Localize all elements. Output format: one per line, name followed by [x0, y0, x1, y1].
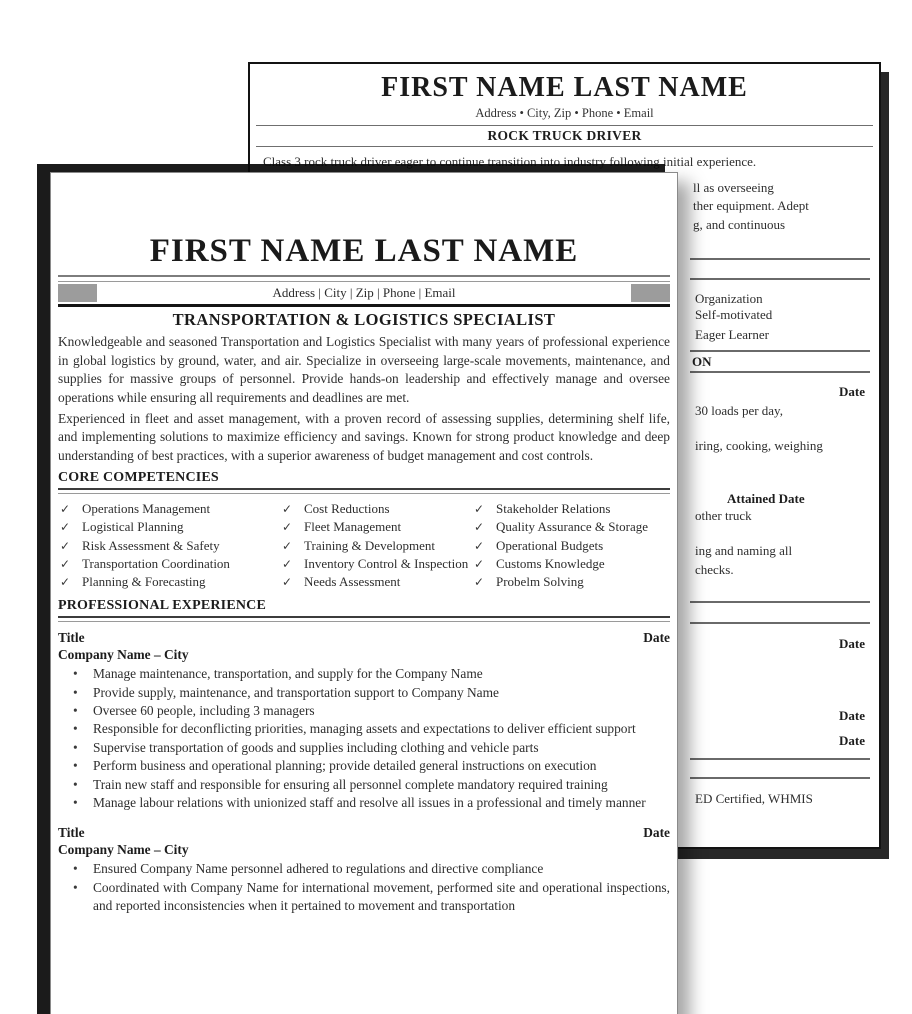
job-bullet: • Perform business and operational planning; provide detailed general instructions on execution [93, 757, 670, 775]
header-bottom-rule [58, 304, 670, 307]
back-cert-fragment: ED Certified, WHMIS [695, 791, 813, 806]
competency-label: Operational Budgets [496, 537, 604, 553]
check-icon: ✓ [60, 502, 71, 517]
check-icon: ✓ [474, 538, 485, 553]
competencies-column [58, 500, 280, 591]
check-icon: ✓ [282, 502, 293, 517]
competency-item [280, 518, 472, 536]
section-rule [58, 488, 670, 494]
back-skill-item: Self-motivated [695, 307, 773, 322]
check-icon: ✓ [60, 556, 71, 571]
section-rule [58, 616, 670, 622]
back-section-divider [690, 777, 870, 779]
competency-item [280, 537, 472, 555]
back-date-label: Date [839, 708, 865, 723]
job-bullet: • Provide supply, maintenance, and transportation support to Company Name [93, 684, 670, 702]
summary-paragraph: Knowledgeable and seasoned Transportation and Logistics Specialist with many years of professional experience in global logistics by ground, water, and air. Specialize in overseeing large-scale movements, maintenance, and supplies for massive groups of personnel. Provide hands-on leadership and effectively manage and oversee operations while ensuring all requirements and deadlines are met. [58, 334, 670, 405]
front-resume-name: FIRST NAME LAST NAME [149, 233, 579, 269]
competency-label: Probelm Solving [496, 573, 584, 589]
competency-label: Operations Management [82, 501, 211, 517]
job-header-row [58, 629, 670, 646]
competencies-column [472, 500, 670, 591]
job-bullet: • Manage maintenance, transportation, and supply for the Company Name [93, 665, 670, 683]
summary-paragraph: Experienced in fleet and asset management, with a proven record of assessing supplies, determining shelf life, and implementing solutions to maximize efficiency and savings. Known for strong product knowledge and deep understanding of best practices, with a superior awareness of budget management and cost controls. [58, 410, 670, 463]
back-section-heading-cut: ON [692, 354, 712, 369]
job-bullet: • Supervise transportation of goods and supplies including clothing and vehicle parts [93, 739, 670, 757]
check-icon: ✓ [282, 538, 293, 553]
check-icon: ✓ [60, 538, 71, 553]
back-section-divider [690, 601, 870, 603]
check-icon: ✓ [60, 520, 71, 535]
back-summary-fragment: ll as overseeing [693, 180, 774, 195]
header-accent-bar-left [58, 284, 97, 302]
competency-label: Training & Development [304, 537, 435, 553]
back-experience-fragment: iring, cooking, weighing [695, 438, 823, 453]
job-bullet: • Manage labour relations with unionized staff and resolve all issues in a professional and timely manner [93, 794, 670, 812]
back-summary-fragment: g, and continuous [693, 217, 786, 232]
competency-label: Fleet Management [304, 519, 402, 535]
check-icon: ✓ [474, 556, 485, 571]
back-cert-fragment: checks. [695, 562, 734, 577]
check-icon: ✓ [474, 520, 485, 535]
section-heading-professional-experience: PROFESSIONAL EXPERIENCE [58, 598, 267, 614]
job-bullet-list [58, 665, 670, 812]
competency-item [472, 555, 670, 573]
check-icon: ✓ [60, 574, 71, 589]
competency-item [58, 537, 280, 555]
competency-item [58, 518, 280, 536]
competency-item [472, 573, 670, 591]
back-experience-fragment: 30 loads per day, [695, 403, 783, 418]
back-date-label: Date [839, 636, 865, 651]
competencies-column [280, 500, 472, 591]
job-date: Date [643, 630, 670, 646]
back-section-divider [690, 622, 870, 624]
back-cert-fragment: other truck [695, 508, 752, 523]
check-icon: ✓ [282, 520, 293, 535]
competency-item [472, 518, 670, 536]
front-resume-contact: Address | City | Zip | Phone | Email [272, 285, 456, 301]
job-bullet: • Ensured Company Name personnel adhered to regulations and directive compliance [93, 860, 670, 878]
competency-item [58, 573, 280, 591]
job-bullet: • Train new staff and responsible for ensuring all personnel complete mandatory required training [93, 776, 670, 794]
header-top-rule [58, 275, 670, 282]
section-heading-core-competencies: CORE COMPETENCIES [58, 470, 219, 486]
header-accent-bar-right [631, 284, 670, 302]
job-bullet: • Oversee 60 people, including 3 managers [93, 702, 670, 720]
competency-item [472, 537, 670, 555]
competencies-grid [58, 500, 670, 591]
back-attained-date-label: Attained Date [727, 491, 805, 506]
competency-label: Transportation Coordination [82, 555, 230, 571]
job-company: Company Name – City [58, 842, 189, 858]
back-resume-role-heading: ROCK TRUCK DRIVER [487, 128, 642, 143]
back-section-divider [690, 758, 870, 760]
competency-label: Needs Assessment [304, 573, 401, 589]
competency-item [58, 555, 280, 573]
back-date-label: Date [839, 384, 865, 399]
back-section-divider [690, 371, 870, 373]
back-skill-item: Organization [695, 291, 763, 306]
competency-item [472, 500, 670, 518]
divider [256, 146, 873, 147]
back-section-divider [690, 350, 870, 352]
competency-label: Customs Knowledge [496, 555, 605, 571]
back-skill-item: Eager Learner [695, 327, 769, 342]
job-title: Title [58, 825, 85, 841]
back-resume-contact: Address • City, Zip • Phone • Email [475, 106, 654, 120]
check-icon: ✓ [282, 574, 293, 589]
contact-bar [58, 282, 670, 304]
back-summary-fragment: ther equipment. Adept [693, 198, 809, 213]
competency-label: Quality Assurance & Storage [496, 519, 648, 535]
back-date-label: Date [839, 733, 865, 748]
job-bullet-list [58, 860, 670, 915]
competency-item [280, 573, 472, 591]
job-date: Date [643, 825, 670, 841]
check-icon: ✓ [474, 502, 485, 517]
competency-label: Stakeholder Relations [496, 501, 611, 517]
job-title: Title [58, 630, 85, 646]
competency-label: Risk Assessment & Safety [82, 537, 220, 553]
competency-label: Cost Reductions [304, 501, 390, 517]
back-resume-summary: Class 3 rock truck driver eager to continue transition into industry following initial experience. [263, 154, 757, 169]
back-cert-fragment: ing and naming all [695, 543, 793, 558]
job-bullet: • Coordinated with Company Name for international movement, performed site and operational inspections, and reported inconsistencies when it pertained to movement and transportation [93, 879, 670, 916]
check-icon: ✓ [282, 556, 293, 571]
job-header-row [58, 824, 670, 841]
competency-label: Inventory Control & Inspection [304, 555, 469, 571]
back-section-divider [690, 278, 870, 280]
check-icon: ✓ [474, 574, 485, 589]
job-company: Company Name – City [58, 647, 189, 663]
divider [256, 125, 873, 126]
front-resume-page[interactable] [50, 172, 678, 1014]
competency-label: Planning & Forecasting [82, 573, 206, 589]
job-bullet: • Responsible for deconflicting priorities, managing assets and expectations to deliver efficient support [93, 720, 670, 738]
front-resume-role-heading: TRANSPORTATION & LOGISTICS SPECIALIST [172, 310, 556, 330]
back-section-divider [690, 258, 870, 260]
competency-item [58, 500, 280, 518]
competency-label: Logistical Planning [82, 519, 184, 535]
competency-item [280, 555, 472, 573]
competency-item [280, 500, 472, 518]
back-resume-name: FIRST NAME LAST NAME [381, 72, 748, 103]
